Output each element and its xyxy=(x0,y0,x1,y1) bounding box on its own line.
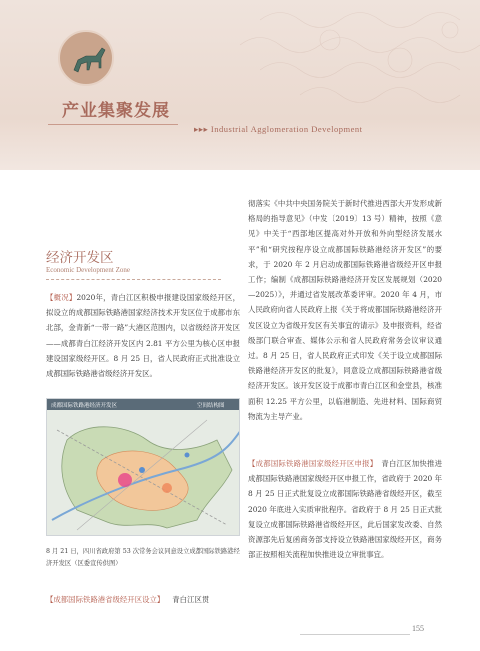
section-heading: 经济开发区 xyxy=(46,250,114,266)
paragraph-text: 青白江区加快推进成都国际铁路港国家级经开区申报工作，省政府于 2020 年 8 月 25 日正式批复设立成都国际铁路港省级经开区，截至 2020 年底进入实质审批程序。省政府于 8 月 25 日正式批复设立成都国际铁路港省级经开区，此后国家发改委、自然资源部先后复函商务部支持设立铁路港国家级经开区，商务部正按照相关流程加快推进设立审批事宜。 xyxy=(248,459,442,560)
application-paragraph xyxy=(248,456,442,562)
overview-paragraph xyxy=(46,290,240,381)
title-divider xyxy=(48,124,178,125)
paragraph-tag: 【概况】 xyxy=(46,293,77,302)
section-heading-en: Economic Development Zone xyxy=(46,266,130,274)
bronze-horse-emblem xyxy=(58,30,114,86)
map-header-left: 成都国际铁路港经济开发区 xyxy=(51,403,118,409)
map-header-right: 空间结构图 xyxy=(197,403,225,409)
paragraph-tag: 【成都国际铁路港省级经开区设立】 xyxy=(46,595,165,604)
header-banner xyxy=(0,0,480,170)
map-graphic xyxy=(47,410,240,536)
page-subtitle-en: ▸▸▸ Industrial Agglomeration Development xyxy=(194,124,363,134)
page-title: 产业集聚发展 xyxy=(62,101,170,121)
map-caption: 8 月 21 日，四川省政府第 53 次常务会议同意设立成都国际铁路港经济开发区（区委宣传供图） xyxy=(46,548,240,567)
paragraph-text: 青白江区贯 xyxy=(172,595,210,604)
map-header xyxy=(47,399,240,410)
spatial-map-image xyxy=(46,398,240,536)
paragraph-text: 2020年，青白江区积极申报建设国家级经开区，拟设立的成都国际铁路港国家经济技术开发区位于成都市东北部，金青新“一带一路”大港区范围内，以省级经济开发区——成都青白江经济开发区内 2.81 平方公里为核心区申报建设国家级经开区。8 月 25 日，省人民政府正式批准设立成都国际铁路港省级经济开发区。 xyxy=(46,293,240,379)
section-divider xyxy=(46,279,221,280)
establishment-paragraph xyxy=(46,592,240,607)
footer-rule xyxy=(300,634,410,635)
paragraph-tag: 【成都国际铁路港国家级经开区申报】 xyxy=(248,459,378,468)
page-number: 155 xyxy=(412,624,424,633)
continued-paragraph: 彻落实《中共中央国务院关于新时代推进西部大开发形成新格局的指导意见》（中发〔2019〕13 号）精神，按照《意见》中关于“西部地区提高对外开放和外向型经济发展水平”和“研究按程序设立成都国际铁路港经济开发区”的要求，于 2020 年 2 月启动成都国际铁路港省级经开区申报工作；编制《成都国际铁路港经济开发区发展规划（2020—2025）》，并通过省发展改革委评审。2020 年 4 月，市人民政府向省人民政府上报《关于将成都国际铁路港经济开发区设立为省级开发区有关事宜的请示》及申报资料，经省级部门联合审查、媒体公示和省人民政府常务会议审议通过。8 月 25 日，省人民政府正式印发《关于设立成都国际铁路港经济开发区的批复》，同意设立成都国际铁路港省级经济开发区。该开发区设于成都市青白江区和金堂县，核准面积 12.25 平方公里，以临港制造、先进材料、国际商贸物流为主导产业。 xyxy=(248,199,442,421)
